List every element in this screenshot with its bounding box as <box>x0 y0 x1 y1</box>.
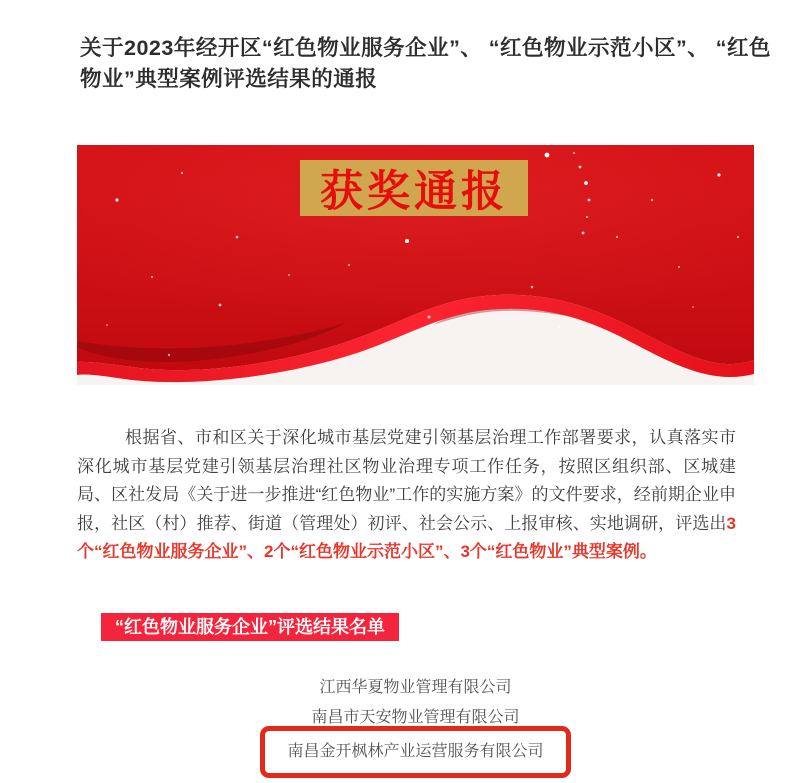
section-label-service-companies: “红色物业服务企业”评选结果名单 <box>101 613 399 641</box>
company-item: 江西华夏物业管理有限公司 <box>319 679 512 696</box>
company-list <box>77 673 754 778</box>
company-item-highlighted: 南昌金开枫林产业运营服务有限公司 <box>287 743 544 760</box>
award-banner <box>77 145 754 385</box>
award-badge: 获奖通报 <box>300 160 528 216</box>
company-item: 南昌市天安物业管理有限公司 <box>311 709 520 726</box>
body-text: 根据省、市和区关于深化城市基层党建引领基层治理工作部署要求，认真落实市深化城市基层党建引领基层治理社区物业治理专项工作任务，按照区组织部、区城建局、区社发局《关于进一步推进“红色物业”工作的实施方案》的文件要求，经前期企业申报，社区（村）推荐、街道（管理处）初评、社会公示、上报审核、实地调研，评选出 <box>77 428 736 533</box>
page-title: 关于2023年经开区“红色物业服务企业”、 “红色物业示范小区”、 “红色物业”典型案例评选结果的通报 <box>80 36 772 92</box>
body-paragraph <box>77 424 736 567</box>
highlighted-result-text: 3个“红色物业服务企业”、2个“红色物业示范小区”、3个“红色物业”典型案例。 <box>77 513 736 561</box>
red-annotation-box <box>260 726 570 778</box>
